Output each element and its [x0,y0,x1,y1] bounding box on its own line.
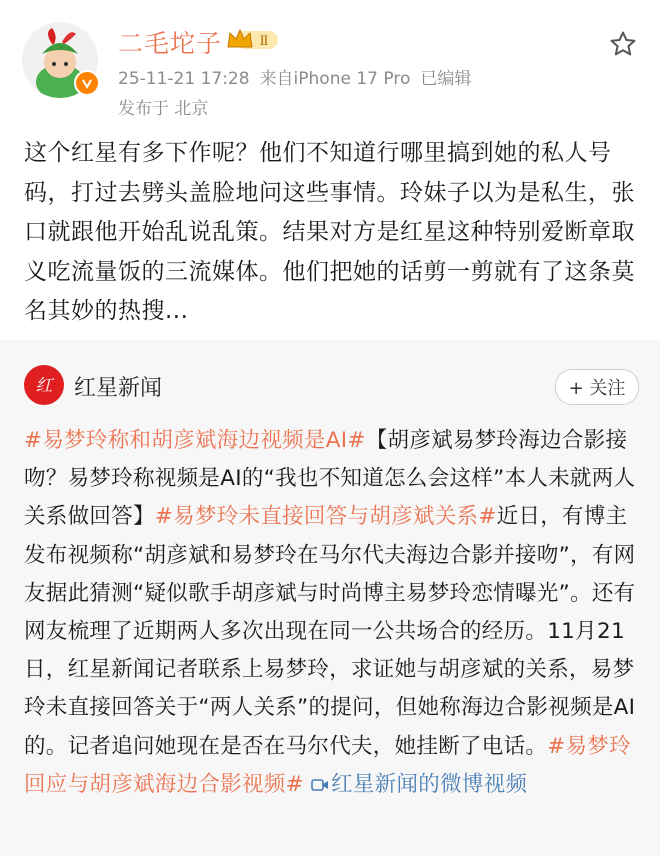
crown-badge-icon [226,27,280,53]
follow-button[interactable]: + 关注 [555,369,639,405]
repost-card[interactable] [0,340,660,856]
video-link[interactable] [311,772,527,797]
hashtag-link[interactable]: #易梦玲称和胡彦斌海边视频是AI# [24,428,366,453]
hashtag-link[interactable]: #易梦玲回应与胡彦斌海边合影视频# [24,733,631,797]
source-logo-icon[interactable] [24,365,64,405]
verified-badge-icon [74,70,100,96]
post-date: 25-11-21 17:28 [118,69,250,89]
post-location: 发布于 北京 [118,99,209,119]
repost-body: 【胡彦斌易梦玲海边合影接吻？易梦玲称视频是AI的“我也不知道怎么会这样”本人未就两人关系做回答】 [24,428,636,530]
repost-text [24,422,640,804]
source-name[interactable]: 红星新闻 [74,376,163,401]
edited-label[interactable]: 已编辑 [420,69,472,89]
video-link-label[interactable]: 红星新闻的微博视频 [331,771,528,797]
post-source: 来自iPhone 17 Pro [259,69,411,89]
repost-body: 近日，有博主发布视频称“胡彦斌和易梦玲在马尔代夫海边合影并接吻”，有网友据此猜测“疑似歌手胡彦斌与时尚博主易梦玲恋情曝光”。还有网友梳理了近期两人多次出现在同一公共场合的经历。11月21日，红星新闻记者联系上易梦玲，求证她与胡彦斌的关系，易梦玲未直接回答关于“两人关系”的提问，但她称海边合影视频是AI的。记者追问她现在是否在马尔代夫，她挂断了电话。 [24,504,636,759]
hashtag-link[interactable]: #易梦玲未直接回答与胡彦斌关系# [154,504,497,530]
post-header [0,0,660,125]
badge-level: Ⅱ [259,34,269,49]
post-text: 这个红星有多下作呢？他们不知道行哪里搞到她的私人号码，打过去劈头盖脸地问这些事情。玲妹子以为是私生，张口就跟他开始乱说乱策。结果对方是红星这种特别爱断章取义吃流量饭的三流媒体。他们把她的话剪一剪就有了这条莫名其妙的热搜... [24,140,635,324]
post-meta [118,64,481,89]
video-icon [311,778,329,792]
svg-text:红: 红 [35,376,53,396]
username[interactable]: 二毛坨子 [118,29,223,58]
star-icon[interactable] [609,30,637,58]
